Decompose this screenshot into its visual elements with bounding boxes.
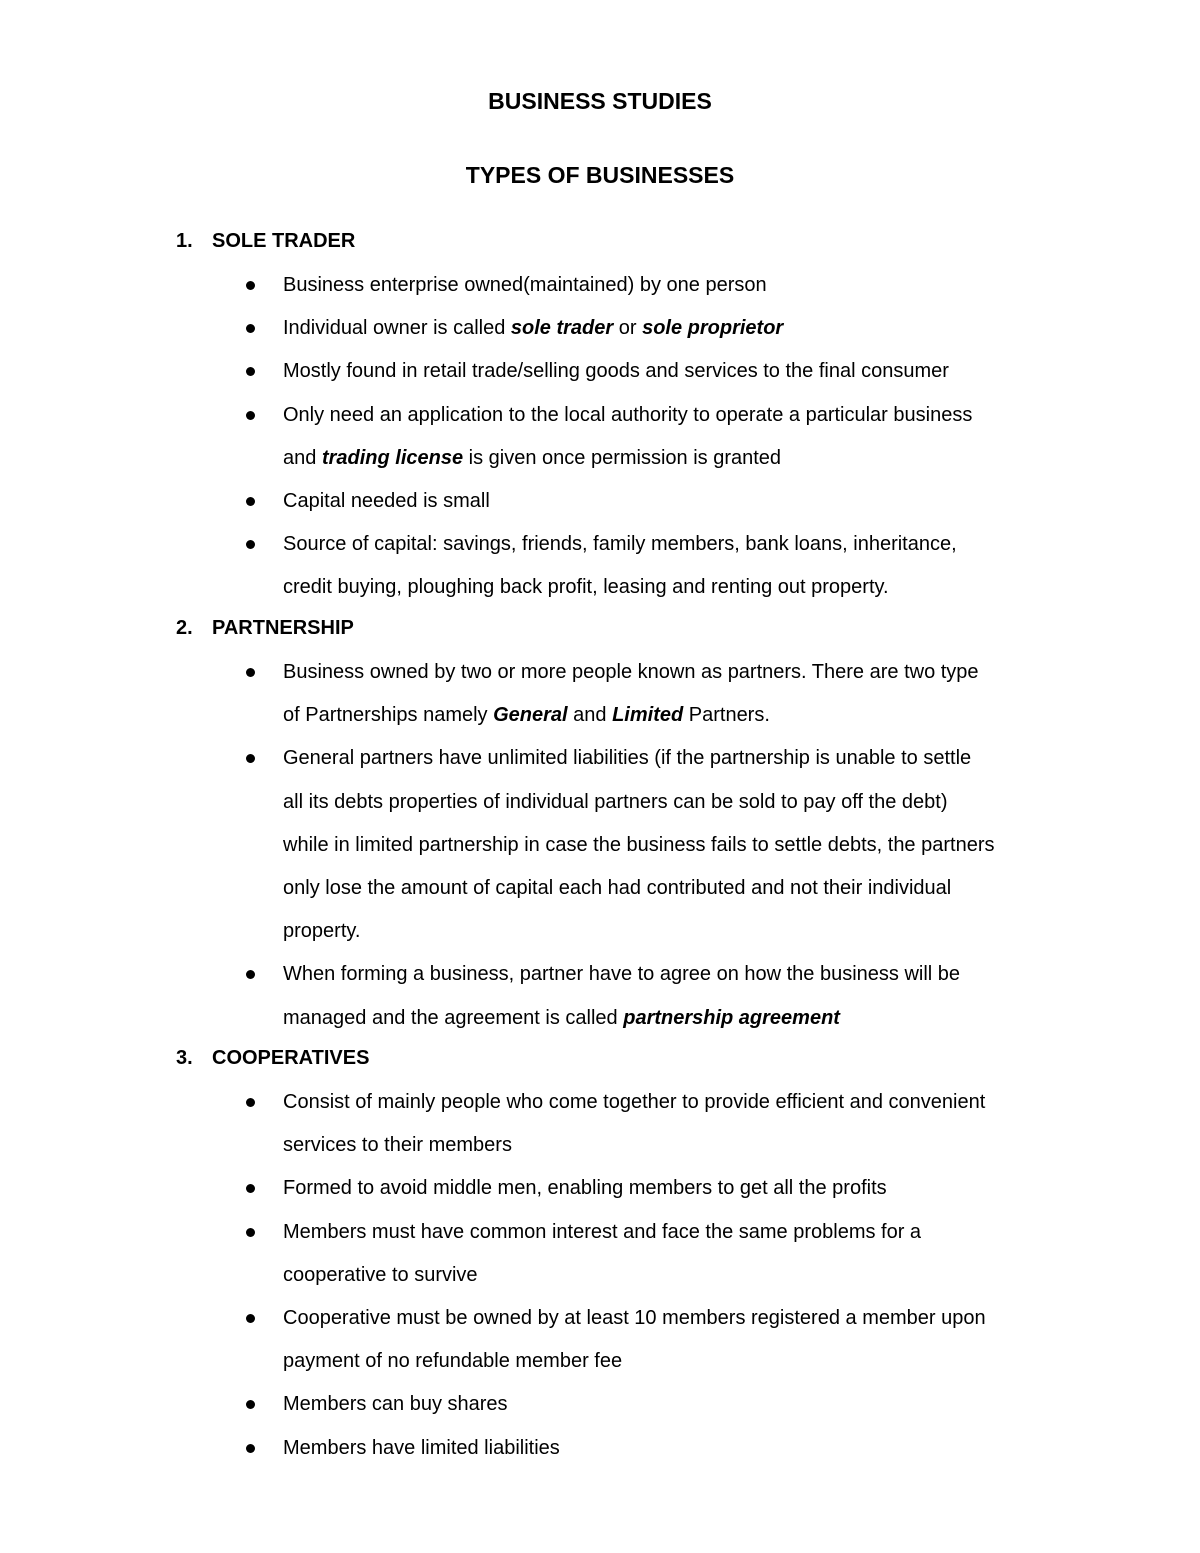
section-title: COOPERATIVES	[212, 1047, 370, 1069]
bullet-list	[0, 264, 1083, 610]
list-item	[0, 350, 1083, 393]
bullet-icon	[246, 1314, 255, 1323]
item-text: services to their members	[283, 1134, 512, 1157]
bullet-list	[0, 651, 1083, 1040]
section-title: SOLE TRADER	[212, 230, 356, 252]
list-item	[0, 737, 1083, 780]
bullet-icon	[246, 1184, 255, 1193]
item-text: Mostly found in retail trade/selling goods and services to the final consumer	[283, 360, 949, 383]
section-number: 3.	[176, 1047, 193, 1069]
list-item-continuation	[0, 1340, 1083, 1383]
item-text: Individual owner is called	[283, 317, 511, 340]
list-item-continuation	[0, 781, 1083, 824]
emphasized-term: sole proprietor	[642, 317, 784, 340]
item-text: Members can buy shares	[283, 1393, 508, 1416]
item-text: while in limited partnership in case the business fails to settle debts, the partners	[283, 833, 995, 856]
item-text: property.	[283, 920, 361, 943]
emphasized-term: Limited	[612, 704, 684, 727]
list-item	[0, 307, 1083, 350]
bullet-icon	[246, 411, 255, 420]
emphasized-term: General	[493, 704, 568, 727]
item-text: only lose the amount of capital each had contributed and not their individual	[283, 877, 952, 900]
section-number: 2.	[176, 617, 193, 639]
section-title: PARTNERSHIP	[212, 617, 354, 639]
item-text: or	[613, 317, 643, 340]
list-item	[0, 523, 1083, 566]
bullet-icon	[246, 1098, 255, 1107]
list-item	[0, 1297, 1083, 1340]
list-item-continuation	[0, 910, 1083, 953]
list-item	[0, 1383, 1083, 1426]
item-text: Consist of mainly people who come together to provide efficient and convenient	[283, 1091, 986, 1113]
bullet-icon	[246, 367, 255, 376]
list-item	[0, 480, 1083, 523]
bullet-icon	[246, 1228, 255, 1237]
list-item-continuation	[0, 824, 1083, 867]
bullet-icon	[246, 497, 255, 506]
item-text: Only need an application to the local authority to operate a particular business	[283, 403, 973, 426]
bullet-icon	[246, 281, 255, 290]
item-text: Partners.	[683, 704, 770, 727]
bullet-icon	[246, 324, 255, 333]
document-title: BUSINESS STUDIES	[488, 88, 712, 114]
item-text: General partners have unlimited liabilities (if the partnership is unable to settle	[283, 747, 972, 770]
list-item	[0, 1211, 1083, 1254]
list-item	[0, 1167, 1083, 1210]
list-item	[0, 651, 1083, 694]
item-text: credit buying, ploughing back profit, leasing and renting out property.	[283, 576, 889, 599]
list-item	[0, 953, 1083, 996]
item-text: Formed to avoid middle men, enabling members to get all the profits	[283, 1177, 887, 1200]
list-item	[0, 394, 1083, 437]
item-text: Members have limited liabilities	[283, 1436, 560, 1459]
section-heading	[176, 228, 355, 254]
section-heading	[176, 1045, 369, 1071]
item-text: of Partnerships namely	[283, 704, 494, 727]
item-text: Cooperative must be owned by at least 10 members registered a member upon	[283, 1307, 986, 1330]
section-number: 1.	[176, 230, 193, 252]
list-item	[0, 264, 1083, 307]
list-item-continuation	[0, 1124, 1083, 1167]
list-item	[0, 1081, 1083, 1124]
item-text: Members must have common interest and face the same problems for a	[283, 1220, 922, 1243]
item-text: payment of no refundable member fee	[283, 1350, 623, 1373]
bullet-icon	[246, 1400, 255, 1409]
document-subtitle: TYPES OF BUSINESSES	[465, 162, 735, 188]
item-text: and	[567, 704, 613, 727]
item-text: When forming a business, partner have to agree on how the business will be	[283, 963, 961, 986]
list-item-continuation	[0, 694, 1083, 737]
emphasized-term: partnership agreement	[623, 1006, 840, 1029]
list-item-continuation	[0, 997, 1083, 1040]
item-text: Capital needed is small	[283, 490, 490, 513]
bullet-icon	[246, 668, 255, 677]
item-text: Business owned by two or more people known as partners. There are two type	[283, 661, 979, 683]
list-item-continuation	[0, 1254, 1083, 1297]
list-item-continuation	[0, 437, 1083, 480]
item-text: cooperative to survive	[283, 1263, 478, 1286]
emphasized-term: trading license	[321, 446, 464, 469]
section-heading	[176, 615, 354, 641]
item-text: is given once permission is granted	[463, 446, 782, 469]
item-text: all its debts properties of individual partners can be sold to pay off the debt)	[283, 790, 948, 813]
list-item	[0, 1427, 1083, 1470]
item-text: Business enterprise owned(maintained) by one person	[283, 274, 767, 296]
bullet-icon	[246, 1444, 255, 1453]
item-text: Source of capital: savings, friends, family members, bank loans, inheritance,	[283, 533, 957, 556]
bullet-icon	[246, 540, 255, 549]
emphasized-term: sole trader	[510, 317, 614, 340]
list-item-continuation	[0, 867, 1083, 910]
bullet-icon	[246, 970, 255, 979]
item-text: and	[283, 446, 322, 469]
bullet-icon	[246, 754, 255, 763]
list-item-continuation	[0, 566, 1083, 609]
bullet-list	[0, 1081, 1083, 1470]
item-text: managed and the agreement is called	[283, 1006, 624, 1029]
